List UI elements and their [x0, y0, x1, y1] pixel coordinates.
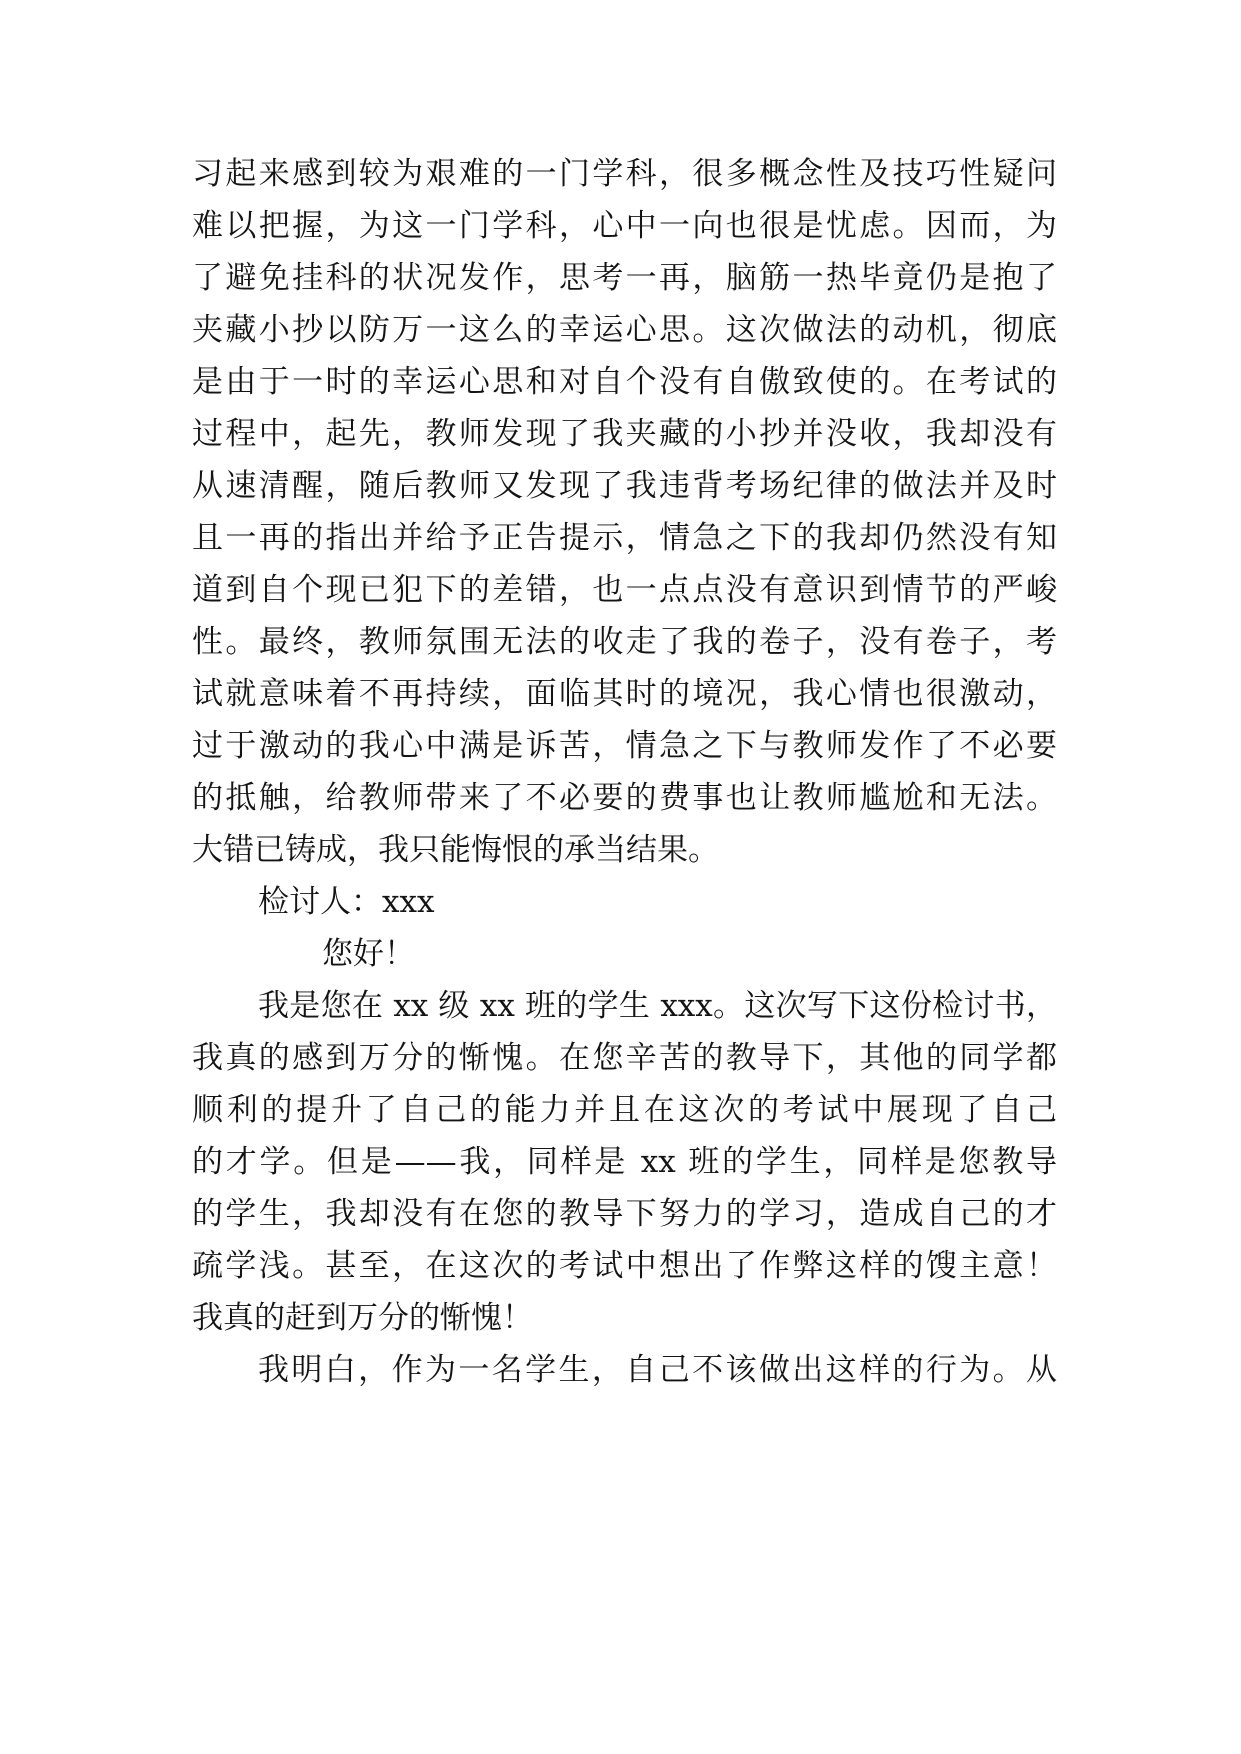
signature-line: 检讨人：xxx: [258, 884, 435, 920]
paragraph-line: 疏学浅。甚至，在这次的考试中想出了作弊这样的馊主意！: [192, 1248, 1057, 1284]
paragraph-line: 大错已铸成，我只能悔恨的承当结果。: [192, 832, 719, 868]
paragraph-line: 的才学。但是——我，同样是 xx 班的学生，同样是您教导: [192, 1144, 1057, 1180]
paragraph-line: 我是您在 xx 级 xx 班的学生 xxx。这次写下这份检讨书，: [258, 988, 1057, 1024]
paragraph-line: 过程中，起先，教师发现了我夹藏的小抄并没收，我却没有: [192, 416, 1057, 452]
paragraph-line: 我明白，作为一名学生，自己不该做出这样的行为。从: [258, 1352, 1057, 1388]
paragraph-line: 从速清醒，随后教师又发现了我违背考场纪律的做法并及时: [192, 468, 1057, 504]
paragraph-line: 过于激动的我心中满是诉苦，情急之下与教师发作了不必要: [192, 728, 1057, 764]
paragraph-line: 了避免挂科的状况发作，思考一再，脑筋一热毕竟仍是抱了: [192, 260, 1057, 296]
paragraph-line: 我真的感到万分的惭愧。在您辛苦的教导下，其他的同学都: [192, 1040, 1057, 1076]
paragraph-line: 的抵触，给教师带来了不必要的费事也让教师尴尬和无法。: [192, 780, 1057, 816]
paragraph-line: 难以把握，为这一门学科，心中一向也很是忧虑。因而，为: [192, 208, 1057, 244]
paragraph-line: 的学生，我却没有在您的教导下努力的学习，造成自己的才: [192, 1196, 1057, 1232]
salutation: 您好！: [322, 936, 415, 972]
paragraph-line: 道到自个现已犯下的差错，也一点点没有意识到情节的严峻: [192, 572, 1057, 608]
paragraph-line: 且一再的指出并给予正告提示，情急之下的我却仍然没有知: [192, 520, 1057, 556]
paragraph-line: 试就意味着不再持续，面临其时的境况，我心情也很激动，: [192, 676, 1057, 712]
paragraph-line: 性。最终，教师氛围无法的收走了我的卷子，没有卷子，考: [192, 624, 1057, 660]
paragraph-line: 顺利的提升了自己的能力并且在这次的考试中展现了自己: [192, 1092, 1057, 1128]
paragraph-line: 习起来感到较为艰难的一门学科，很多概念性及技巧性疑问: [192, 156, 1057, 192]
paragraph-line: 是由于一时的幸运心思和对自个没有自傲致使的。在考试的: [192, 364, 1057, 400]
paragraph-line: 夹藏小抄以防万一这么的幸运心思。这次做法的动机，彻底: [192, 312, 1057, 348]
paragraph-line: 我真的赶到万分的惭愧！: [192, 1300, 533, 1336]
